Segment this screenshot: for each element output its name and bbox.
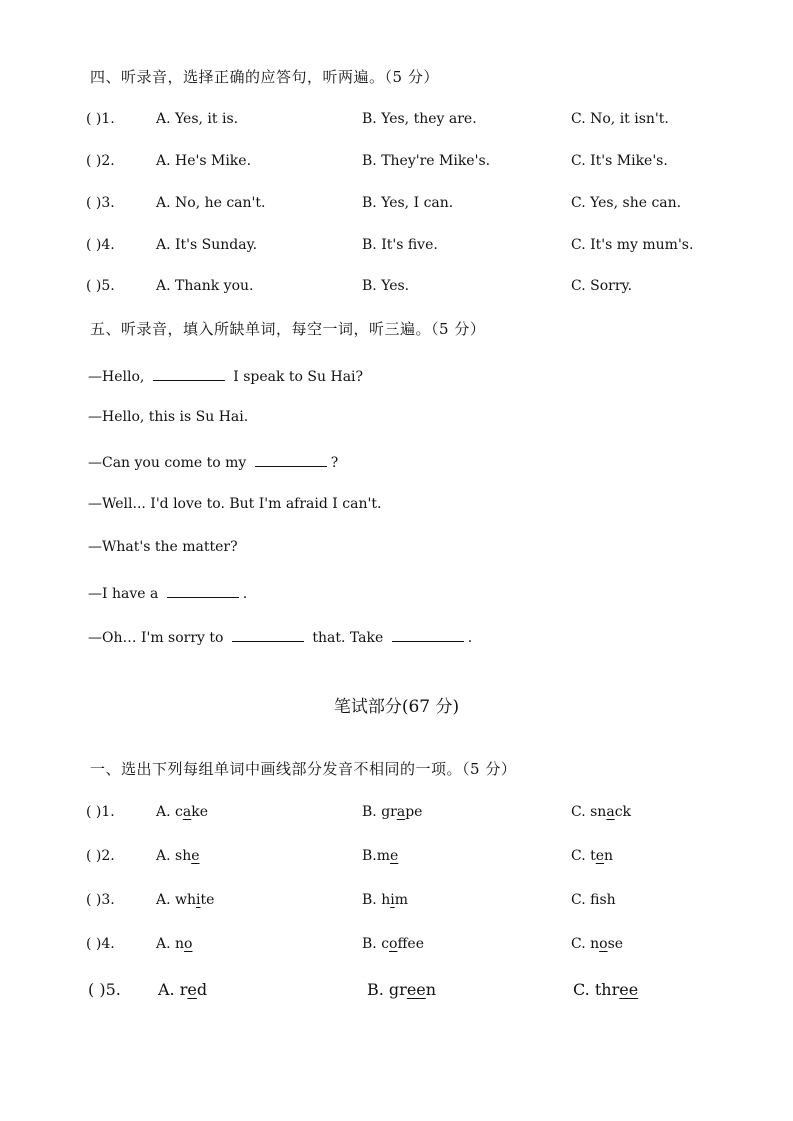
dialog-line bbox=[88, 366, 363, 385]
option-c: C. snack bbox=[571, 804, 632, 820]
option-c: C. Yes, she can. bbox=[571, 195, 682, 211]
dialog-text: ? bbox=[330, 455, 339, 471]
option-a: A. she bbox=[156, 848, 200, 864]
dialog-line: —Hello, this is Su Hai. bbox=[88, 409, 249, 425]
dialog-text: —Hello, bbox=[88, 369, 149, 385]
question-row bbox=[86, 195, 766, 217]
option-c: C. fsh bbox=[571, 892, 616, 908]
option-c: C. three bbox=[573, 980, 639, 999]
option-b: B. him bbox=[362, 892, 408, 908]
option-b: B. coffee bbox=[362, 936, 424, 952]
dialog-text: . bbox=[242, 586, 248, 602]
option-b: B. It's five. bbox=[362, 237, 438, 253]
question-number: ( )2. bbox=[86, 153, 115, 169]
option-a: A. no bbox=[156, 936, 193, 952]
question-row bbox=[86, 237, 766, 259]
dialog-text: . bbox=[467, 630, 473, 646]
question-row bbox=[88, 980, 768, 1002]
fill-blank[interactable] bbox=[167, 583, 239, 598]
section-heading-listening-4: 四、听录音，选择正确的应答句，听两遍。（5 分） bbox=[90, 68, 439, 86]
option-b: B. Yes, I can. bbox=[362, 195, 454, 211]
option-a: A. Yes, it is. bbox=[156, 111, 239, 127]
question-row bbox=[86, 111, 766, 133]
question-row bbox=[86, 892, 766, 914]
fill-blank[interactable] bbox=[255, 452, 327, 467]
option-c: C. It's my mum's. bbox=[571, 237, 694, 253]
option-b: B. They're Mike's. bbox=[362, 153, 491, 169]
question-row bbox=[86, 936, 766, 958]
option-a: A. Thank you. bbox=[156, 278, 254, 294]
fill-blank[interactable] bbox=[232, 627, 304, 642]
question-number: ( )3. bbox=[86, 195, 115, 211]
option-a: A. It's Sunday. bbox=[156, 237, 258, 253]
option-c: C. nose bbox=[571, 936, 624, 952]
dialog-text: —Oh… I'm sorry to bbox=[88, 630, 228, 646]
dialog-text: —Can you come to my bbox=[88, 455, 251, 471]
question-row bbox=[86, 804, 766, 826]
question-number: ( )4. bbox=[86, 936, 115, 952]
dialog-line bbox=[88, 452, 338, 471]
question-number: ( )4. bbox=[86, 237, 115, 253]
dialog-line: —Well... I'd love to. But I'm afraid I can't. bbox=[88, 496, 382, 512]
option-c: C. It's Mike's. bbox=[571, 153, 668, 169]
fill-blank[interactable] bbox=[392, 627, 464, 642]
option-a: A. He's Mike. bbox=[156, 153, 252, 169]
section-heading-phonics: 一、选出下列每组单词中画线部分发音不相同的一项。（5 分） bbox=[90, 760, 517, 778]
dialog-text: that. Take bbox=[307, 630, 388, 646]
question-number: ( )1. bbox=[86, 804, 115, 820]
option-b: B. Yes. bbox=[362, 278, 410, 294]
question-number: ( )5. bbox=[88, 980, 121, 999]
question-number: ( )3. bbox=[86, 892, 115, 908]
option-b: B. Yes, they are. bbox=[362, 111, 477, 127]
question-number: ( )5. bbox=[86, 278, 115, 294]
dialog-text: —I have a bbox=[88, 586, 163, 602]
dialog-line bbox=[88, 583, 247, 602]
question-number: ( )2. bbox=[86, 848, 115, 864]
option-a: A. cake bbox=[156, 804, 208, 820]
dialog-line: —What's the matter? bbox=[88, 539, 238, 555]
question-row bbox=[86, 848, 766, 870]
option-c: C. ten bbox=[571, 848, 614, 864]
option-b: B.me bbox=[362, 848, 399, 864]
dialog-text: I speak to Su Hai? bbox=[228, 369, 364, 385]
option-b: B. grape bbox=[362, 804, 423, 820]
question-row bbox=[86, 153, 766, 175]
fill-blank[interactable] bbox=[153, 366, 225, 381]
section-heading-listening-5: 五、听录音，填入所缺单词，每空一词，听三遍。（5 分） bbox=[90, 320, 486, 338]
dialog-line bbox=[88, 627, 472, 646]
written-part-title: 笔试部分(67 分) bbox=[333, 697, 460, 717]
question-number: ( )1. bbox=[86, 111, 115, 127]
option-c: C. Sorry. bbox=[571, 278, 633, 294]
option-a: A. white bbox=[156, 892, 215, 908]
option-a: A. red bbox=[158, 980, 208, 999]
question-row bbox=[86, 278, 766, 300]
option-b: B. green bbox=[367, 980, 437, 999]
option-a: A. No, he can't. bbox=[156, 195, 266, 211]
option-c: C. No, it isn't. bbox=[571, 111, 669, 127]
